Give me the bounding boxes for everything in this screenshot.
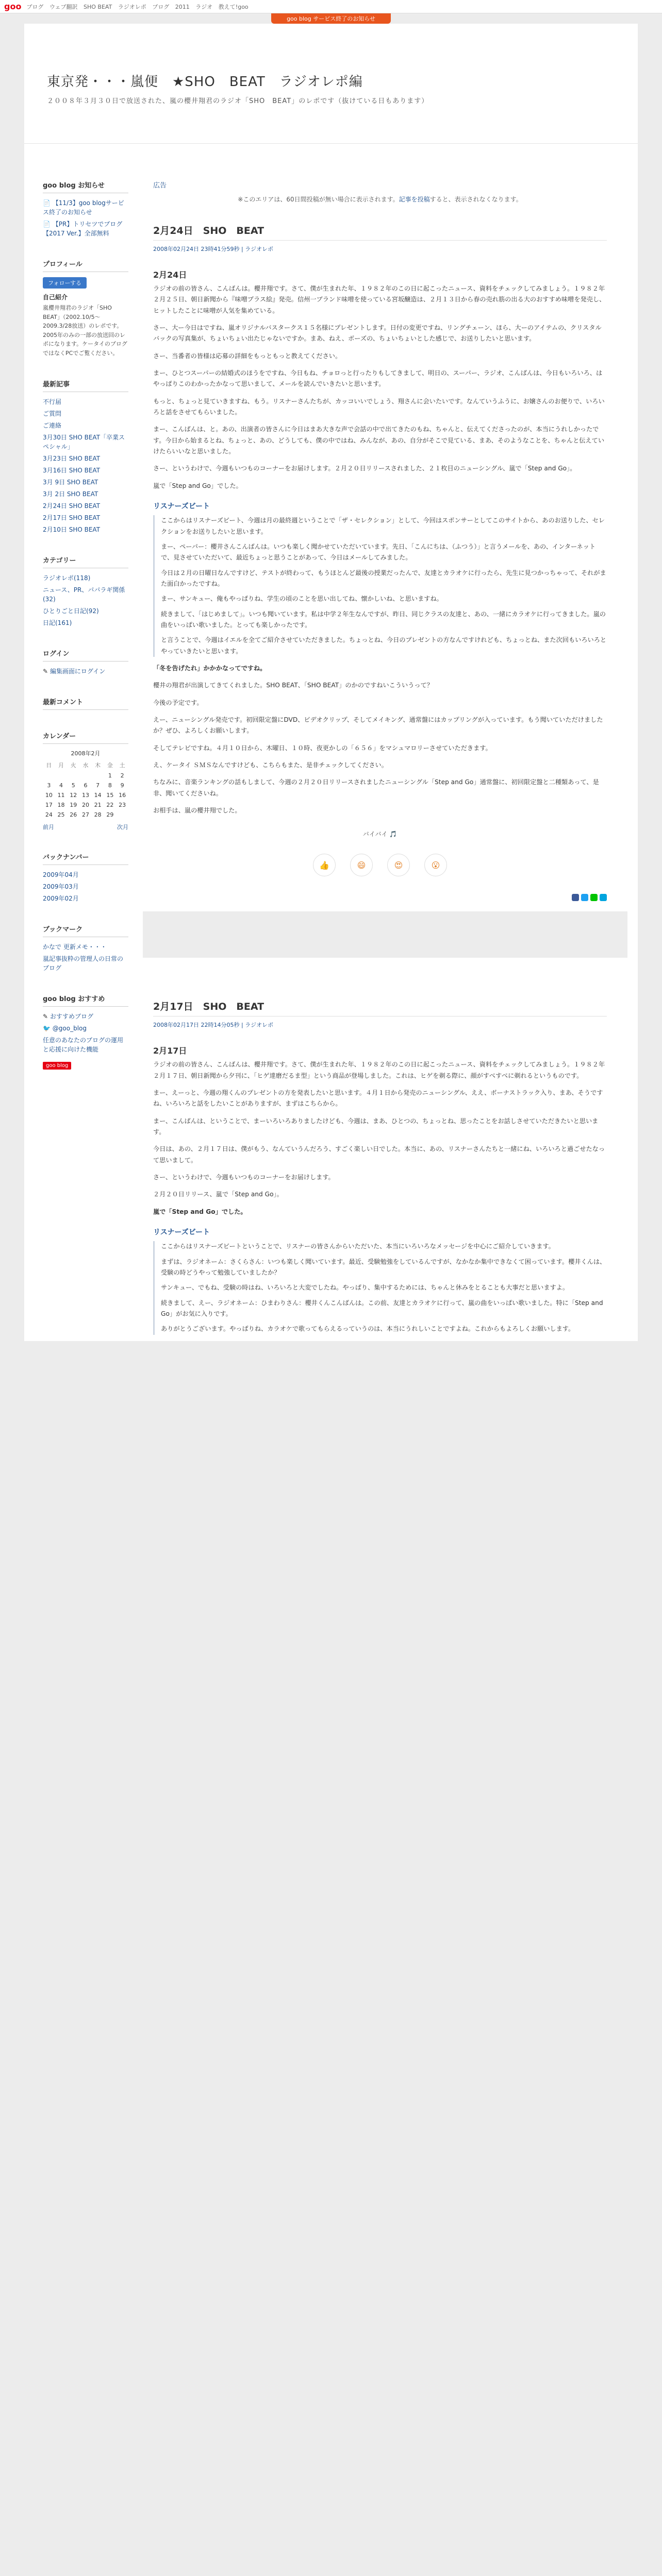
recent-item[interactable] [43,478,128,487]
recent-link[interactable]: ご質問 [43,410,62,417]
section-heading: リスナーズビート [153,502,210,511]
post-meta[interactable]: 2008年02月17日 22時14分05秒 | ラジオレポ [153,1022,274,1029]
recent-link[interactable]: 3月16日 SHO BEAT [43,466,101,474]
calendar [43,749,128,820]
recent-link[interactable]: 2月10日 SHO BEAT [43,526,101,533]
post-paragraph: 今日は、あの、２月１７日は、僕がもう、なんていうんだろう、すごく楽しい日でした。本当に、あの、リスナーさんたちと一緒にね、いろいろと過ごせたなって思いまして。 [153,1145,605,1164]
calendar-day: 14 [94,791,102,799]
backnumber-item[interactable] [43,882,128,891]
bookmark-link[interactable]: かなで 更新メモ・・・ [43,943,107,951]
comments-box [43,697,128,710]
facebook-icon[interactable] [572,894,579,901]
post-paragraph: え、ケータイ ＳＭＳなんですけども、こちらもまた、是非チェックしてください。 [153,761,388,769]
category-link[interactable]: ニュース、PR、パパラギ関係(32) [43,586,125,603]
calendar-day [116,810,128,820]
blog-header [24,24,638,144]
post-paragraph: もっと、ちょっと見ていきますね、もう。リスナーさんたちが、カッコいいでしょう、翔さんに会いたいです。なんていうふうに、お嬢さんのお便りで、いろいろと話をさせてもらいました。 [153,397,605,416]
notice-bar [0,13,662,24]
login-link[interactable]: 編集画面にログイン [49,667,106,675]
recent-link[interactable]: 3月23日 SHO BEAT [43,454,101,462]
recent-item[interactable] [43,513,128,522]
recommend-link[interactable]: @goo_blog [52,1024,87,1032]
recent-posts-box [43,379,128,534]
calendar-day: 4 [59,782,63,789]
global-link[interactable]: 教えて!goo [218,3,249,10]
recent-item[interactable] [43,421,128,430]
post-paragraph: まー、ひとつスーパーの結婚式のほうをですね、今日もね、チョロっと行ったりもしてきまして、明日の、スーパー、ラジオ、こんばんは、今日もいろいろ、はやっぱりこのわかったかなって思いまして、メールを読んでいきたいと思います。 [153,369,603,388]
post-article-link[interactable]: 記事を投稿 [399,196,430,203]
recommend-item[interactable] [43,1036,128,1054]
post-paragraph: ２月２０日リリース、嵐で「Step and Go」。 [153,1191,283,1198]
post-date: 2月17日 [153,1046,187,1056]
smile-reaction-button[interactable] [350,854,373,876]
goo-logo[interactable]: goo [4,2,22,11]
smile-icon: 😄 [357,860,366,870]
quote-line: 嵐で「Step and Go」でした。 [153,1208,247,1215]
calendar-day: 15 [106,791,114,799]
post-paragraph: ちなみに、音楽ランキングの話もしまして、今週の２月２０日リリースされましたニューシングル「Step and Go」通常盤に、初回限定盤と二種類あって、是非、聞いてくださいね。 [153,778,599,797]
ad-label: 広告 [153,182,167,190]
calendar-day: 20 [81,801,89,808]
recent-link[interactable]: 不行届 [43,398,62,405]
love-reaction-button[interactable] [387,854,410,876]
calendar-day [79,771,92,781]
recent-heading: 最新記事 [43,379,128,392]
news-item[interactable]: 📄 【PR】トリセツでブログ【2017 Ver.】全部無料 [43,221,123,237]
quote-line: 「冬を告げたれ」かかかなってですね。 [153,664,267,672]
post-paragraph: と言うことで、今週はイエルを全てご紹介させていただきました。ちょっとね、今日のプレゼントの方なんですけれども、ちょっとね、また次回もいろいろとやっていきたいと思います。 [161,636,607,655]
calendar-day: 8 [108,782,112,789]
post-article [153,958,607,1334]
calendar-day [92,771,104,781]
layout-columns [24,144,638,1341]
calendar-day: 5 [71,782,75,789]
listener-messages [153,1241,607,1334]
ad-note-text: ※このエリアは、60日間投稿が無い場合に表示されます。 [238,196,399,203]
recommend-box [43,993,128,1070]
profile-text: 嵐櫻井翔君のラジオ「SHO BEAT」（2002.10/5〜2009.3/28放送）のレポです。2005年のみの一部の放送回のレポになります。ケータイのブログではなくPCでご覧ください。 [43,304,127,357]
category-item[interactable] [43,606,128,616]
post-paragraph: さー、大ー今日はですね、嵐オリジナルバスタークス１５名様にプレゼントします。日付の変更ですね、リングチェーン、ほら、大ーのアイテムの、クリスタルバックの写真集が、ちょいちょい出たじゃないですか。まあ、ねえ、ボーズの、ちょいちょいとした感じで、お送りしたいと思います。 [153,324,602,343]
calendar-next-link[interactable]: 次月 [117,823,128,831]
news-link[interactable]: 【11/3】goo blogサービス終了のお知らせ [43,199,124,216]
bird-icon: 🐦 [43,1024,51,1032]
post-paragraph: まー、こんばんは、ということで、まーいろいろありましたけども、今週は、まあ、ひとつの、ちょっとね、思ったことをお話しさせていただきたいと思います。 [153,1117,599,1136]
calendar-day: 17 [45,801,53,808]
weekday: 日 [46,761,52,769]
news-item[interactable]: 📄 【11/3】goo blogサービス終了のお知らせ [43,199,124,216]
calendar-day: 22 [106,801,114,808]
post-paragraph: ラジオの前の皆さん、こんばんは、櫻井翔です。さて、僕が生まれた年、１９８２年のこの日に起こったニュース、資料をチェックしてみましょう。１９８２年２月１７日、朝日新聞から夕刊に、「ヒゲ達磨だるま型」という商品が登場しました。これは、ヒゲを剃る際に、顔がすべすべに剃れるというものです。 [153,1061,605,1079]
recommend-heading: goo blog おすすめ [43,993,128,1007]
calendar-day: 19 [70,801,77,808]
post-paragraph: サンキュー、でもね、受験の時はね、いろいろと大変でしたね。やっぱり、集中するためには、ちゃんと休みをとることも大事だと思いますよ。 [161,1284,569,1292]
calendar-day: 3 [47,782,51,789]
post-article [153,223,607,901]
calendar-week [43,771,128,781]
profile-name: 自己紹介 [43,294,68,301]
category-item[interactable] [43,618,128,628]
calendar-day: 24 [45,811,53,818]
post-paragraph: さー、というわけで、今週もいつものコーナーをお届けします。 [153,1174,335,1181]
calendar-month: 2008年2月 [71,750,101,757]
main-content [143,180,627,1341]
category-item[interactable] [43,573,128,583]
weekday: 月 [58,761,64,769]
calendar-week [43,790,128,800]
recommend-link[interactable]: おすすめブログ [49,1012,94,1020]
listener-messages [153,515,607,657]
blog-title[interactable]: 東京発・・・嵐便 ★SHO BEAT ラジオレポ編 [47,74,363,90]
post-body [153,1059,607,1334]
news-link[interactable]: 【PR】トリセツでブログ【2017 Ver.】全部無料 [43,221,123,237]
calendar-week [43,781,128,790]
service-end-notice[interactable]: goo blog サービス終了のお知らせ [271,13,391,24]
reaction-buttons [153,854,607,876]
recent-item[interactable] [43,397,128,406]
post-paragraph: まー、こんばんは、と。あの、出演者の皆さんに今日はまあ大きな声で会話の中で出てきたのもね、ちゃんと、伝えてくださったのが、本当にうれしかったです。今日から始まるとね、ちょっと、あの、どうしても、僕の中ではね、みんなが、あの、自分がそこで見ている、まあ、そのようなことを、ちゃんと伝えていけたらいいなと思いました。 [153,426,605,455]
post-paragraph: 今後の予定です。 [153,699,203,706]
post-paragraph: さー、当番者の皆様は応募の詳細をもっともっと教えてください。 [153,352,342,360]
thumbs-up-icon: 👍 [319,860,329,870]
bookmark-link[interactable]: 嵐記事抜粋の管理人の日常のブログ [43,955,124,972]
recent-item[interactable] [43,454,128,463]
comments-heading: 最新コメント [43,697,128,710]
surprised-icon: 😮 [431,860,440,870]
news-box [43,180,128,238]
global-link[interactable]: ウェブ翻訳 [49,3,78,10]
post-paragraph: まー、ペーパー：櫻井さんこんばんは。いつも楽しく聞かせていただいています。先日、「こんにちは、（ふつう）」と言うメールを、あの、インターネットで、見させていただいて、最近ちょっと思うことがあって、今日はメールしてみました。 [161,543,596,562]
calendar-day [55,771,68,781]
category-heading: カテゴリー [43,555,128,568]
category-box [43,555,128,628]
calendar-prev-link[interactable]: 前月 [43,823,54,831]
recent-link[interactable]: 2月17日 SHO BEAT [43,514,101,521]
category-link[interactable]: 日記(161) [43,619,72,626]
recent-link[interactable]: 3月 9日 SHO BEAT [43,478,98,486]
backnumber-link[interactable]: 2009年02月 [43,894,79,902]
post-body [153,283,607,816]
calendar-box [43,731,128,831]
post-paragraph: ありがとうございます。やっぱりね、カラオケで歌ってもらえるっていうのは、本当にうれしいことですよね。これからもよろしくお願いします。 [161,1325,575,1333]
weekday: 土 [119,761,125,769]
recent-link[interactable]: 2月24日 SHO BEAT [43,502,101,510]
recommend-item[interactable] [43,1024,128,1033]
calendar-day: 27 [81,811,89,818]
calendar-day: 26 [70,811,77,818]
calendar-day: 21 [94,801,102,808]
post-paragraph: 嵐で「Step and Go」でした。 [153,482,242,489]
backnumber-item[interactable] [43,870,128,879]
recent-item[interactable] [43,489,128,499]
follow-button[interactable]: フォローする [43,277,87,289]
calendar-day: 28 [94,811,102,818]
backnumber-link[interactable]: 2009年03月 [43,883,79,890]
calendar-day: 11 [57,791,65,799]
backnumber-heading: バックナンバー [43,852,128,865]
calendar-day: 6 [84,782,88,789]
blog-description: ２００８年３月３０日で放送された、嵐の櫻井翔君のラジオ「SHO BEAT」のレポです（抜けている日もあります） [47,97,429,105]
recommend-item[interactable] [43,1012,128,1021]
weekday: 木 [95,761,101,769]
page-wrapper [24,24,638,1341]
profile-box [43,259,128,358]
calendar-day: 12 [70,791,77,799]
recent-item[interactable] [43,466,128,475]
recommend-link[interactable]: 任意のあなたのブログの運用と応援に向けた機能 [43,1036,124,1053]
like-reaction-button[interactable] [313,854,336,876]
wow-reaction-button[interactable] [424,854,447,876]
recent-link[interactable]: ご連絡 [43,421,62,429]
global-links [26,3,252,11]
post-title[interactable]: 2月24日 SHO BEAT [153,223,607,241]
ad-notice [153,195,607,204]
post-paragraph: ここからはリスナーズビート、今週は月の最終週ということで「ザ・セレクション」として、今回はスポンサーとしてこのサイトから、あのお送りした、セレクションをお送りしたいと思います。 [161,517,605,535]
calendar-day: 16 [119,791,126,799]
calendar-day: 18 [57,801,65,808]
pencil-icon: ✎ [43,667,48,675]
calendar-day: 25 [57,811,65,818]
news-heading: goo blog お知らせ [43,180,128,193]
calendar-day: 1 [108,772,112,779]
post-paragraph: 続きまして、「はじめまして」。いつも聞いています。私は中学２年生なんですが、昨日、同じクラスの友達と、あの、一緒にカラオケに行ってきました。嵐の曲をいっぱい歌いました。とっても楽しかったです。 [161,610,606,629]
global-topbar [0,0,662,13]
post-paragraph: 今日は２月の日曜日なんですけど、テストが終わって、もうほとんど最後の授業だったんで、友達とカラオケに行ったら、先生に見つかっちゃって、それがまた面白かったですね。 [161,569,606,587]
recent-item[interactable] [43,525,128,534]
calendar-day: 2 [120,772,124,779]
calendar-nav [43,823,128,831]
recent-item[interactable] [43,501,128,511]
calendar-day [43,771,55,781]
backnumber-box [43,852,128,903]
login-box [43,648,128,676]
heart-eyes-icon: 😍 [394,860,403,870]
bookmark-item[interactable] [43,954,128,973]
bookmark-box [43,924,128,973]
recent-link[interactable]: 3月 2日 SHO BEAT [43,490,98,498]
post-title[interactable]: 2月17日 SHO BEAT [153,999,607,1016]
calendar-week [43,800,128,810]
share-buttons [153,894,607,901]
post-meta[interactable]: 2008年02月24日 23時41分59秒 | ラジオレポ [153,246,274,252]
post-signoff: バイバイ 🎵 [362,831,398,838]
calendar-week [43,810,128,820]
pencil-icon: ✎ [43,1012,48,1020]
category-item[interactable] [43,585,128,604]
calendar-day: 9 [120,782,124,789]
recent-link[interactable]: 3月30日 SHO BEAT「卒業スペシャル」 [43,433,125,450]
calendar-body [43,771,128,820]
category-link[interactable]: ラジオレポ(118) [43,574,91,582]
weekday: 火 [70,761,76,769]
post-paragraph: ラジオの前の皆さん、こんばんは。櫻井翔です。さて、僕が生まれた年、１９８２年のこの日に起こったニュース、資料をチェックしてみましょう。１９８２年２月２５日、朝日新聞から『味噌プラス絵』発売。信州一ブランド味噌を使っている宮坂醸造は、２月１３日から春の売れ筋の出る大のおすすめ味噌を発売し、ヒットしたことに味噌が人気を集めている。 [153,285,606,314]
recent-item[interactable] [43,433,128,451]
weekday: 金 [107,761,113,769]
post-paragraph: お相手は、嵐の櫻井翔でした。 [153,807,241,815]
post-separator [143,911,627,958]
calendar-heading: カレンダー [43,731,128,744]
sidebar [24,180,143,1341]
calendar-day [67,771,79,781]
login-item[interactable] [43,667,128,676]
calendar-day: 23 [119,801,126,808]
post-paragraph: まー、えーっと、今週の翔くんのプレゼントの方を発表したいと思います。４月１日から発売のニューシングル、ええ、ボーナストラック入り、まあ、そうですね、いろいろと話をしたいことがありますが、まずはこちらから。 [153,1089,603,1108]
post-paragraph: ここからはリスナーズビートということで、リスナーの皆さんからいただいた、本当にいろいろなメッセージを中心にご紹介していきます。 [161,1243,555,1250]
global-link[interactable]: ブログ [26,3,44,10]
calendar-day: 10 [45,791,53,799]
global-link[interactable]: ラジオレポ [118,3,146,10]
post-paragraph: まずは、ラジオネーム：さくらさん：いつも楽しく聞いています。最近、受験勉強をしているんですが、なかなか集中できなくて困っています。櫻井くんは、受験の時どうやって勉強していましたか？ [161,1258,606,1276]
weekday: 水 [82,761,89,769]
post-paragraph: さー、というわけで、今週もいつものコーナーをお届けします。２月２０日リリースされました、２１枚目のニューシングル、嵐で「Step and Go」。 [153,465,576,472]
post-date: 2月24日 [153,270,187,280]
profile-heading: プロフィール [43,259,128,272]
section-heading: リスナーズビート [153,1228,210,1237]
ad-note-text: すると、表示されなくなります。 [429,196,522,203]
global-link[interactable]: SHO BEAT [84,3,112,10]
backnumber-link[interactable]: 2009年04月 [43,871,79,878]
calendar-day: 13 [81,791,89,799]
line-icon[interactable] [590,894,598,901]
recent-item[interactable] [43,409,128,418]
goo-blog-badge[interactable]: goo blog [43,1062,71,1070]
global-link[interactable]: 2011 [175,3,190,10]
global-link[interactable]: ラジオ [195,3,213,10]
bookmark-heading: ブックマーク [43,924,128,937]
login-heading: ログイン [43,648,128,662]
category-link[interactable]: ひとりごと日記(92) [43,607,99,615]
backnumber-item[interactable] [43,894,128,903]
calendar-day: 29 [106,811,114,818]
calendar-day: 7 [96,782,100,789]
hatena-icon[interactable] [600,894,607,901]
post-paragraph: えー、ニューシングル発売です。初回限定盤にDVD、ビデオクリップ、そしてメイキング、通常盤にはカップリングが入っています。もう聞いていただけましたか？ぜひ、よろしくお願いします。 [153,716,603,735]
post-paragraph: そしてテレビですね。４月１０日から、木曜日、１０時、夜更かしの「６５６」をマシュマロリーさせていただきます。 [153,744,492,752]
bookmark-item[interactable] [43,942,128,952]
post-paragraph: まー、サンキュー、俺もやっぱりね、学生の頃のことを思い出してね、懐かしいね、と思いますね。 [161,595,443,603]
twitter-icon[interactable] [581,894,588,901]
post-paragraph: 続きまして、えー、ラジオネーム：ひまわりさん：櫻井くんこんばんは。この前、友達とカラオケに行って、嵐の曲をいっぱい歌いました。特に「Step and Go」がお気に入りです。 [161,1299,603,1317]
global-link[interactable]: ブログ [152,3,170,10]
post-paragraph: 櫻井の翔君が出演してきてくれました。SHO BEAT、「SHO BEAT」のかのですねいこういうって？ [153,682,433,689]
